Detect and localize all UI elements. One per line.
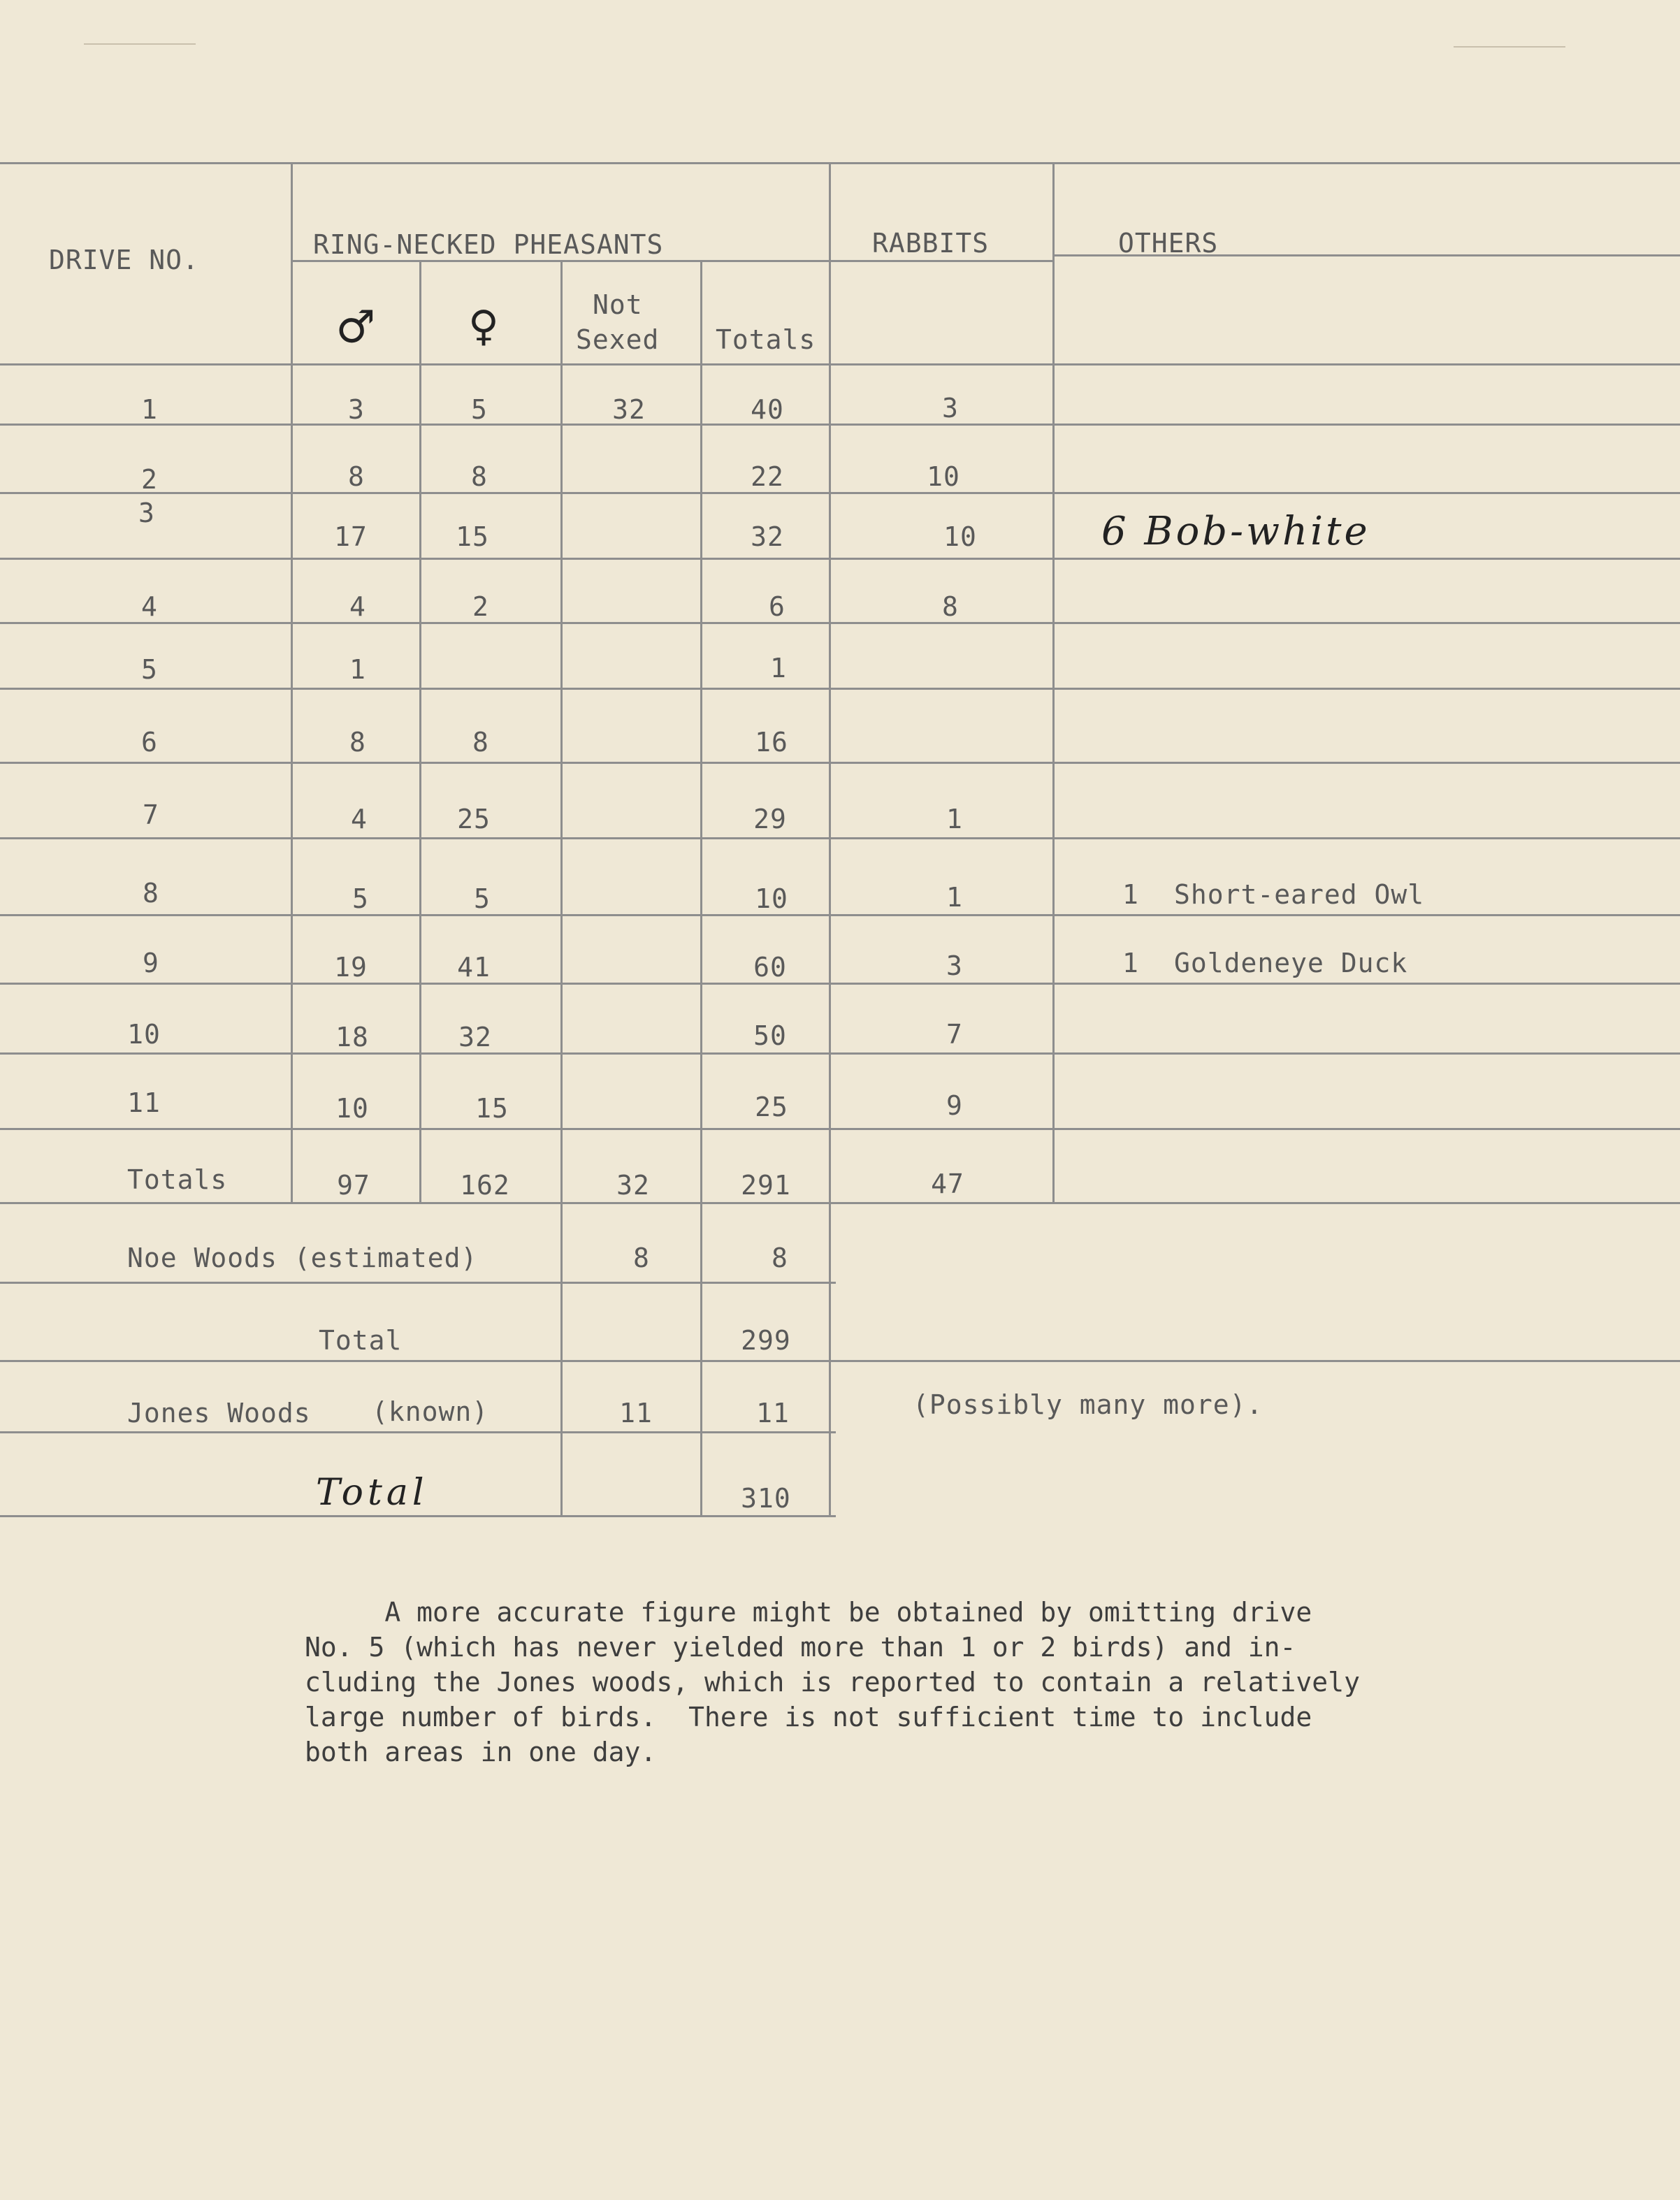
cell-total: 22 xyxy=(751,461,784,492)
cell-rabbits: 3 xyxy=(946,950,963,981)
cell-total: 50 xyxy=(753,1020,787,1051)
cell-male: 17 xyxy=(334,521,368,552)
cell-drive: 3 xyxy=(138,498,155,528)
rule-header-bottom xyxy=(0,363,1680,366)
cell-drive: 11 xyxy=(127,1087,161,1118)
cell-total: 16 xyxy=(755,727,788,758)
cell-female: 41 xyxy=(457,952,491,983)
cell-male: 1 xyxy=(349,654,366,685)
rule-row xyxy=(0,1052,1680,1055)
cell-female: 8 xyxy=(472,727,489,758)
cell-total: 60 xyxy=(753,952,787,983)
cell-male: 8 xyxy=(348,461,365,492)
cell-female: 15 xyxy=(456,521,489,552)
total-2-label-handwritten: Total xyxy=(316,1472,428,1514)
cell-female: 8 xyxy=(471,461,488,492)
footnote-line: cluding the Jones woods, which is reported to contain a relatively xyxy=(305,1667,1360,1698)
cell-rabbits: 9 xyxy=(946,1090,963,1121)
cell-drive: 10 xyxy=(127,1019,161,1050)
jones-woods-qualifier: (known) xyxy=(372,1396,489,1427)
cell-drive: 6 xyxy=(141,727,158,758)
cell-total: 1 xyxy=(770,653,787,683)
rule-row xyxy=(0,1128,1680,1130)
cell-female: 32 xyxy=(458,1022,492,1052)
rule-row xyxy=(0,983,1680,985)
cell-rabbits: 1 xyxy=(946,804,963,834)
cell-female: 15 xyxy=(475,1093,509,1124)
rule-jones xyxy=(0,1431,836,1433)
noe-woods-label: Noe Woods (estimated) xyxy=(127,1243,478,1273)
col-rule-notsexed xyxy=(560,260,563,1517)
cell-total: 6 xyxy=(769,591,785,622)
cell-drive: 8 xyxy=(143,878,159,909)
rule-row xyxy=(0,688,1680,690)
header-not: Not xyxy=(593,289,643,320)
cell-total: 10 xyxy=(755,883,788,914)
cell-not-sexed: 32 xyxy=(612,394,646,425)
cell-others-count: 1 xyxy=(1122,948,1139,978)
header-sexed: Sexed xyxy=(576,324,660,355)
col-rule-others xyxy=(1052,162,1055,1202)
rule-row xyxy=(0,914,1680,916)
header-others: OTHERS xyxy=(1118,228,1219,259)
jones-woods-total: 11 xyxy=(756,1398,790,1428)
rule-totals xyxy=(0,1202,1680,1204)
cell-total: 25 xyxy=(755,1092,788,1122)
header-drive-no: DRIVE NO. xyxy=(49,245,199,275)
col-rule-male xyxy=(291,162,293,1202)
totals-female: 162 xyxy=(460,1170,510,1201)
rule-row xyxy=(0,622,1680,624)
cell-female: 5 xyxy=(471,394,488,425)
cell-drive: 9 xyxy=(143,948,159,978)
totals-total: 291 xyxy=(741,1170,791,1201)
header-totals: Totals xyxy=(716,324,816,355)
total-2-value: 310 xyxy=(741,1483,791,1514)
noe-woods-not-sexed: 8 xyxy=(633,1243,650,1273)
female-symbol: ♀ xyxy=(468,302,499,351)
footnote-paragraph xyxy=(305,1595,1493,1770)
cell-male: 8 xyxy=(349,727,366,758)
cell-drive: 4 xyxy=(141,591,158,622)
col-rule-female xyxy=(419,260,421,1202)
rule-row xyxy=(0,424,1680,426)
footnote-line: both areas in one day. xyxy=(305,1737,657,1767)
header-rabbits: RABBITS xyxy=(872,228,990,259)
totals-rabbits: 47 xyxy=(931,1168,964,1199)
header-pheasants: RING-NECKED PHEASANTS xyxy=(313,229,664,260)
paper-mark xyxy=(1454,46,1565,48)
cell-drive: 7 xyxy=(143,799,159,830)
total-1-value: 299 xyxy=(741,1325,791,1356)
rule-row xyxy=(0,558,1680,560)
col-rule-rabbits xyxy=(829,162,831,1517)
jones-woods-label: Jones Woods xyxy=(127,1398,311,1428)
totals-not-sexed: 32 xyxy=(616,1170,650,1201)
totals-label: Totals xyxy=(127,1164,228,1195)
cell-male: 5 xyxy=(352,883,369,914)
rule-row xyxy=(0,837,1680,839)
cell-female: 5 xyxy=(474,883,491,914)
rule-total-1 xyxy=(0,1360,1680,1362)
paper-mark xyxy=(84,43,196,45)
cell-male: 10 xyxy=(335,1093,369,1124)
cell-female: 2 xyxy=(472,591,489,622)
cell-others-species: Goldeneye Duck xyxy=(1174,948,1408,978)
cell-others-species: Short-eared Owl xyxy=(1174,879,1425,910)
cell-rabbits: 3 xyxy=(942,393,959,424)
total-1-label: Total xyxy=(319,1325,403,1356)
cell-total: 32 xyxy=(751,521,784,552)
cell-rabbits: 10 xyxy=(927,461,960,492)
jones-woods-note: (Possibly many more). xyxy=(913,1389,1263,1420)
cell-others-count: 1 xyxy=(1122,879,1139,910)
rule-subheader xyxy=(291,260,1052,262)
cell-rabbits: 8 xyxy=(942,591,959,622)
jones-woods-not-sexed: 11 xyxy=(619,1398,653,1428)
rule-noe xyxy=(0,1282,836,1284)
noe-woods-total: 8 xyxy=(772,1243,788,1273)
cell-female: 25 xyxy=(457,804,491,834)
cell-male: 4 xyxy=(351,804,368,834)
cell-male: 3 xyxy=(348,394,365,425)
rule-top xyxy=(0,162,1680,164)
footnote-line: A more accurate figure might be obtained by omitting drive xyxy=(305,1597,1312,1628)
male-symbol: ♂ xyxy=(335,302,376,354)
cell-total: 29 xyxy=(753,804,787,834)
cell-rabbits: 1 xyxy=(946,882,963,913)
totals-male: 97 xyxy=(337,1170,370,1201)
rule-total-2 xyxy=(0,1515,836,1517)
cell-drive: 5 xyxy=(141,654,158,685)
col-rule-totals xyxy=(700,260,702,1517)
rule-row xyxy=(0,762,1680,764)
cell-others-handwritten: 6 Bob-white xyxy=(1101,509,1370,554)
footnote-line: large number of birds. There is not sufficient time to include xyxy=(305,1702,1312,1732)
cell-male: 18 xyxy=(335,1022,369,1052)
cell-male: 4 xyxy=(349,591,366,622)
cell-drive: 1 xyxy=(141,394,158,425)
cell-rabbits: 10 xyxy=(943,521,977,552)
cell-drive: 2 xyxy=(141,464,158,495)
footnote-line: No. 5 (which has never yielded more than 1 or 2 birds) and in- xyxy=(305,1632,1296,1663)
cell-male: 19 xyxy=(334,952,368,983)
cell-rabbits: 7 xyxy=(946,1019,963,1050)
rule-row xyxy=(0,492,1680,494)
cell-total: 40 xyxy=(751,394,784,425)
